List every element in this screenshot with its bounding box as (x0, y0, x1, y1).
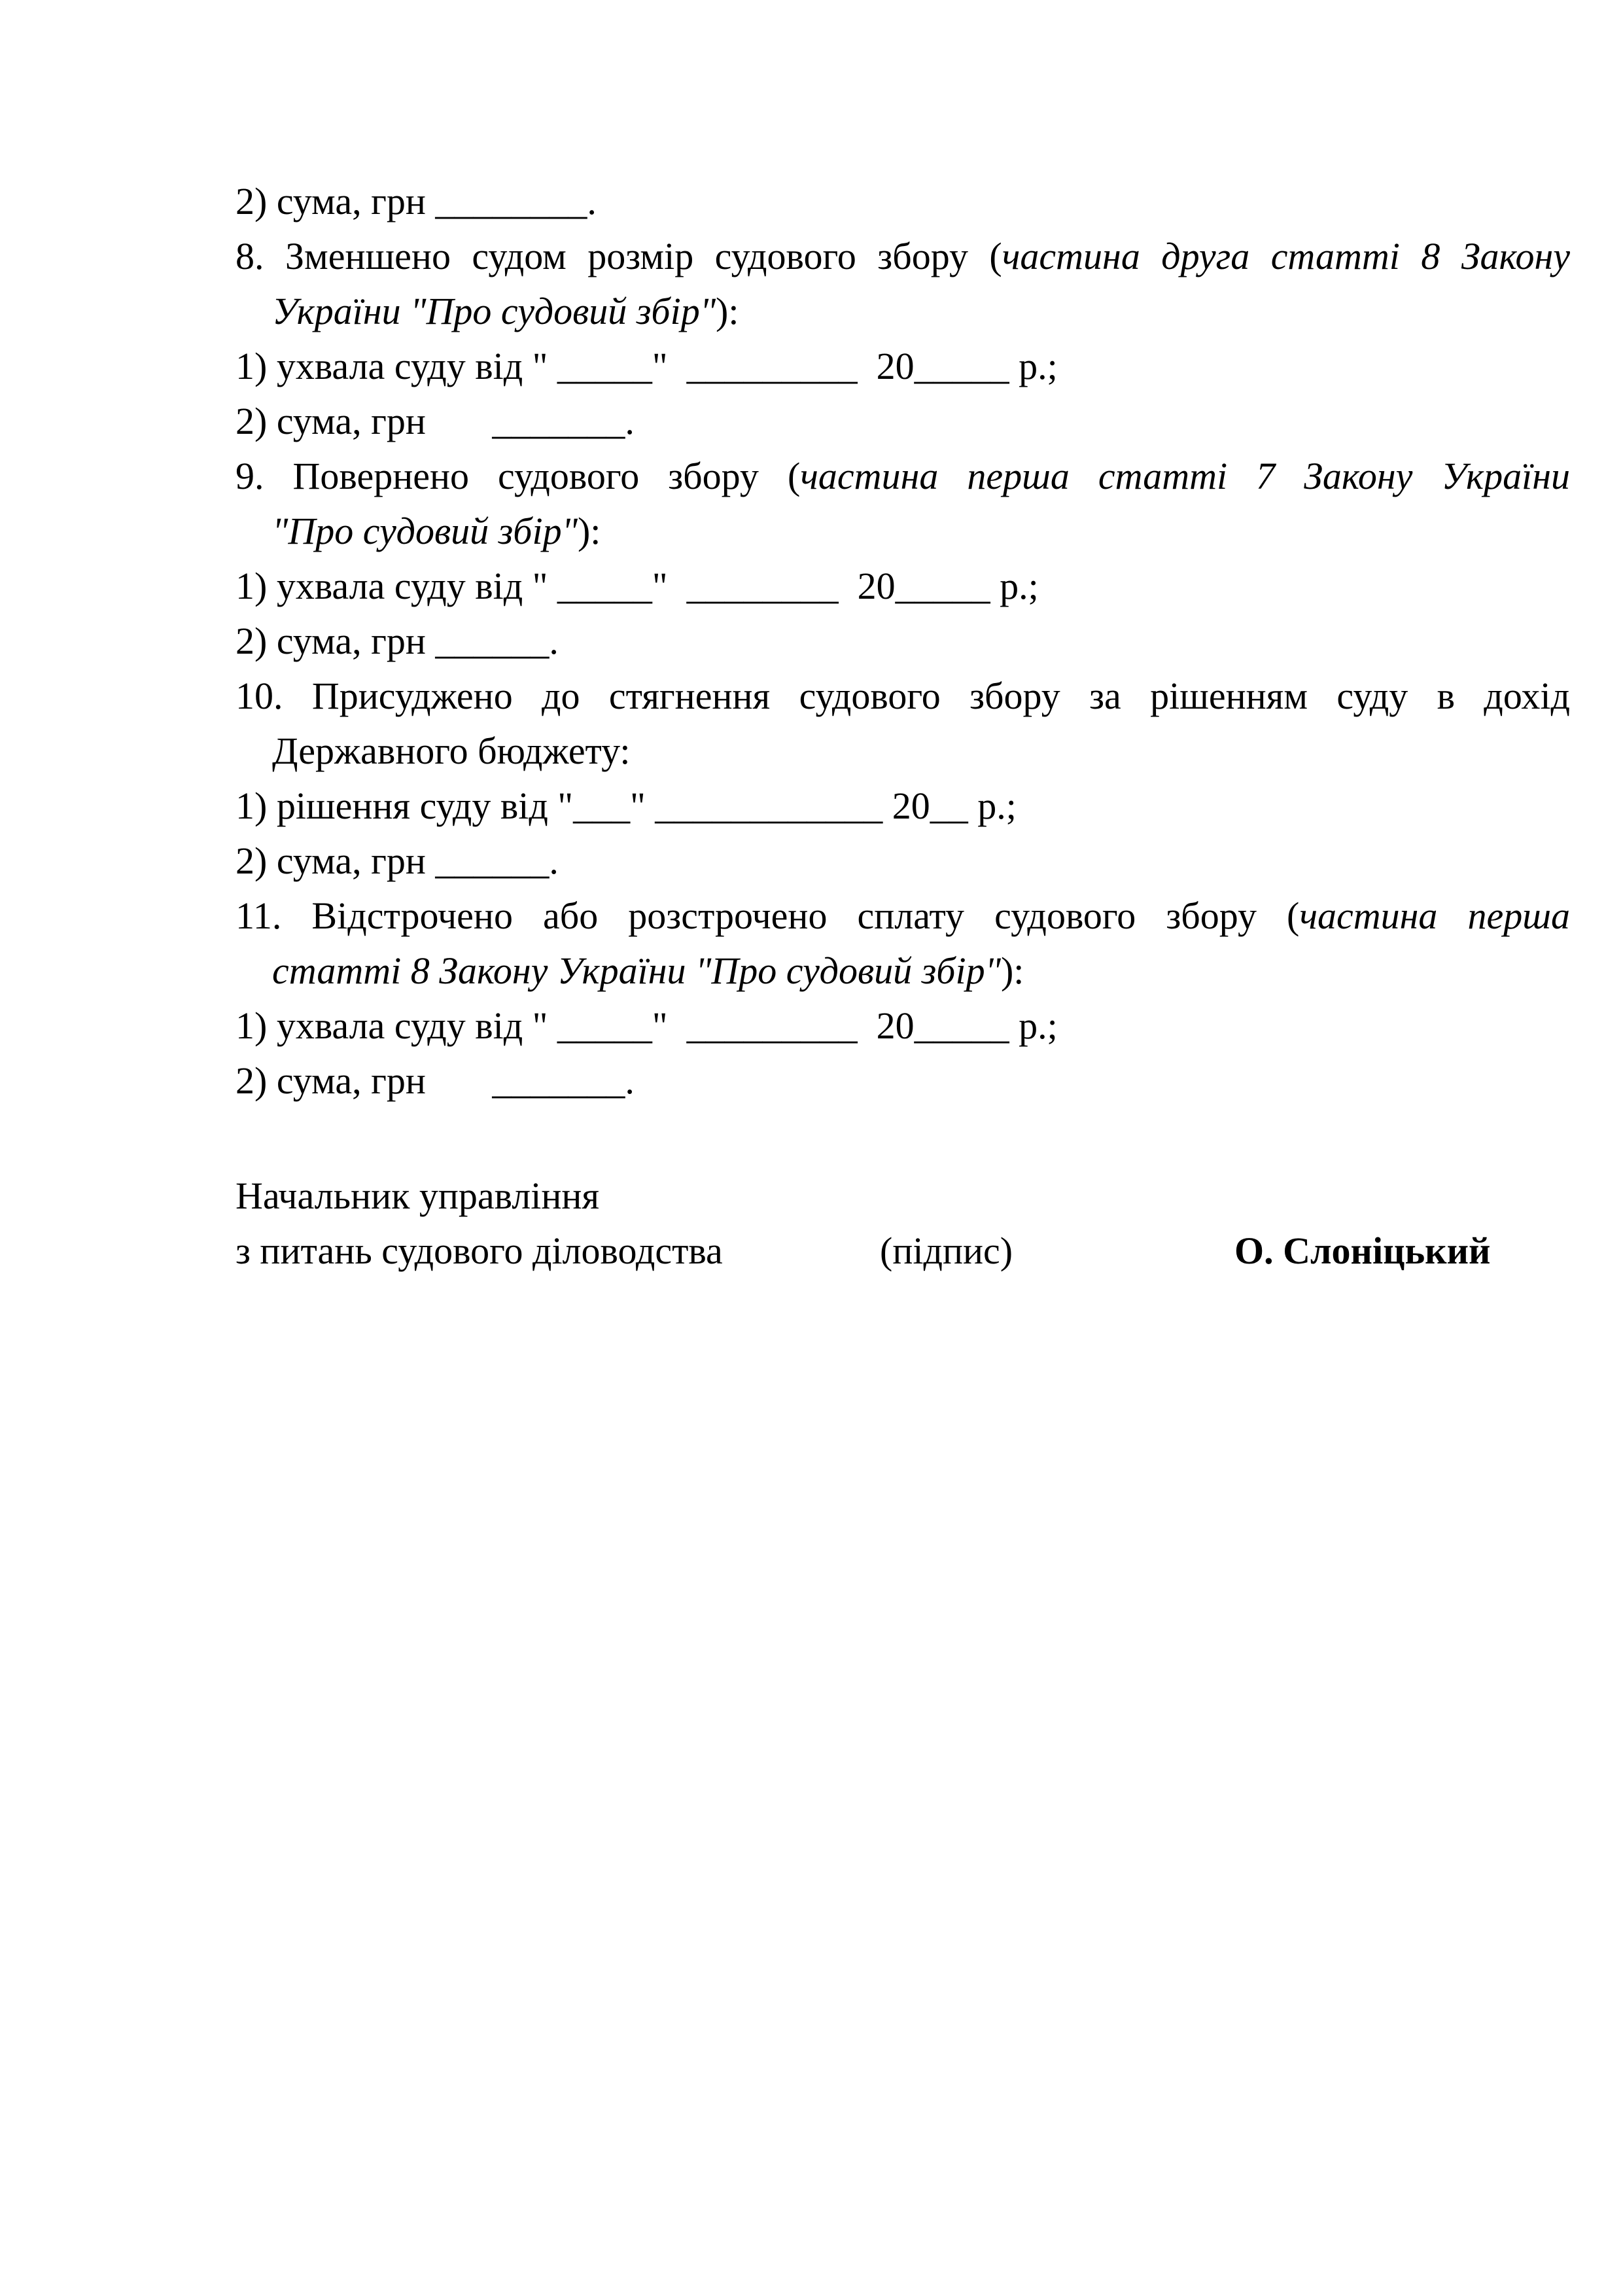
item11-heading-regular: 11. Відстрочено або розстрочено сплату судового збору ( (236, 894, 1300, 937)
document-content (236, 174, 1570, 1279)
item10-decree-line: 1) рішення суду від "___" ____________ 20__ р.; (236, 785, 1017, 827)
item11-heading-cont-close: ): (1000, 949, 1024, 992)
item11-decree-line: 1) ухвала суду від " _____" _________ 20_____ р.; (236, 1004, 1058, 1047)
item10-heading-line2 (236, 724, 1570, 779)
item7-sum-line: 2) сума, грн ________. (236, 180, 597, 222)
item9-heading-italic: частина перша статті 7 Закону України (800, 455, 1570, 497)
item10-heading-line1 (236, 669, 1570, 724)
signatory-title-line2: з питань судового діловодства (236, 1229, 723, 1272)
item10-sum-line: 2) сума, грн ______. (236, 839, 559, 882)
item11-heading-line2 (236, 944, 1570, 998)
item8-heading-cont-close: ): (716, 290, 739, 332)
item9-heading-cont-close: ): (577, 510, 601, 552)
signatory-name: О. Слоніцький (1234, 1229, 1491, 1272)
item9-decree-line: 1) ухвала суду від " _____" ________ 20_____ р.; (236, 565, 1039, 607)
item10-heading-cont: Державного бюджету: (272, 730, 631, 772)
item8-heading-line1 (236, 229, 1570, 284)
item10-heading-regular: 10. Присуджено до стягнення судового збору за рішенням суду в дохід (236, 675, 1570, 717)
item9-heading-cont-italic: "Про судовий збір" (272, 510, 578, 552)
item8-sum-line: 2) сума, грн _______. (236, 400, 635, 442)
item8-heading-regular: 8. Зменшено судом розмір судового збору ( (236, 235, 1002, 277)
signature-block (236, 1169, 1570, 1279)
item11-sum-line: 2) сума, грн _______. (236, 1059, 635, 1102)
item9-heading-regular: 9. Повернено судового збору ( (236, 455, 801, 497)
item9-sum-line: 2) сума, грн ______. (236, 620, 559, 662)
item11-heading-line1 (236, 889, 1570, 944)
item8-heading-italic: частина друга статті 8 Закону (1002, 235, 1570, 277)
signature-row (236, 1224, 1570, 1279)
item11-heading-italic: частина перша (1299, 894, 1570, 937)
item11-heading-cont-italic: статті 8 Закону України "Про судовий збір" (272, 949, 1001, 992)
item8-heading-cont-italic: України "Про судовий збір" (272, 290, 716, 332)
signatory-title-line1: Начальник управління (236, 1174, 600, 1217)
item8-decree-line: 1) ухвала суду від " _____" _________ 20_____ р.; (236, 345, 1058, 387)
item8-heading-line2 (236, 284, 1570, 339)
item9-heading-line2 (236, 504, 1570, 559)
item9-heading-line1 (236, 449, 1570, 504)
signature-placeholder-label: (підпис) (880, 1229, 1013, 1272)
